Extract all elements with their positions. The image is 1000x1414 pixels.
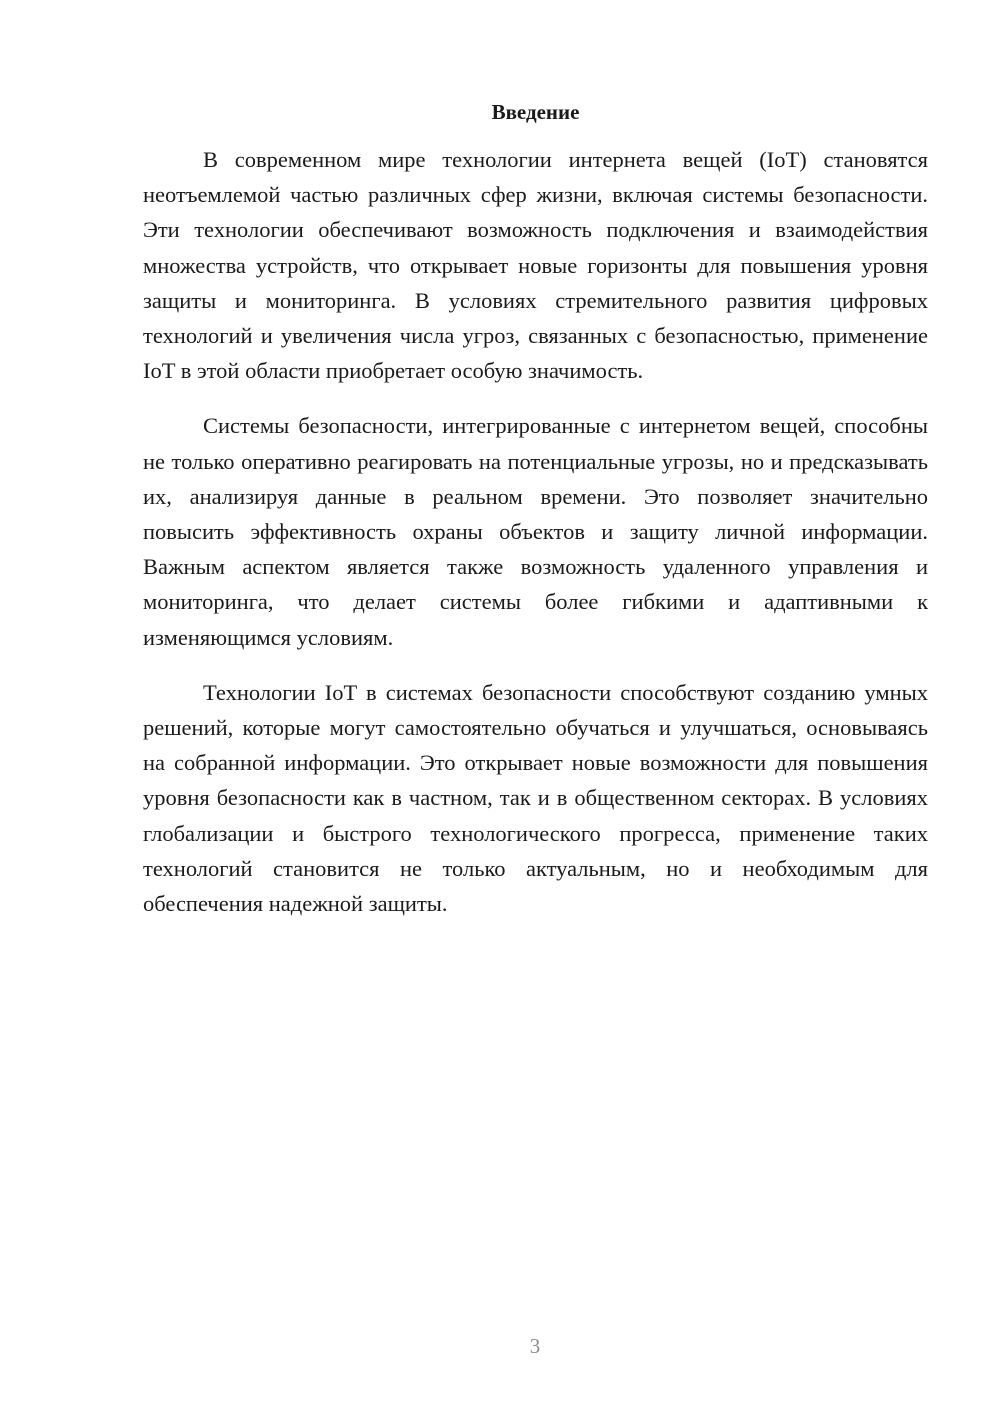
paragraph-1: В современном мире технологии интернета вещей (IoT) становятся неотъемлемой частью различных сфер жизни, включая системы безопасности. Эти технологии обеспечивают возможность подключения и взаимодействия множества устройств, что открывает новые горизонты для повышения уровня защиты и мониторинга. В условиях стремительного развития цифровых технологий и увеличения числа угроз, связанных с безопасностью, применение IoT в этой области приобретает особую значимость. (143, 147, 928, 384)
page-number: 3 (529, 1334, 541, 1358)
section-heading: Введение (491, 100, 580, 124)
paragraph-2: Системы безопасности, интегрированные с интернетом вещей, способны не только оперативно реагировать на потенциальные угрозы, но и предсказывать их, анализируя данные в реальном времени. Это позволяет значительно повысить эффективность охраны объектов и защиту личной информации. Важным аспектом является также возможность удаленного управления и мониторинга, что делает системы более гибкими и адаптивными к изменяющимся условиям. (143, 413, 928, 650)
document-body (143, 142, 928, 941)
paragraph-3: Технологии IoT в системах безопасности способствуют созданию умных решений, которые могут самостоятельно обучаться и улучшаться, основываясь на собранной информации. Это открывает новые возможности для повышения уровня безопасности как в частном, так и в общественном секторах. В условиях глобализации и быстрого технологического прогресса, применение таких технологий становится не только актуальным, но и необходимым для обеспечения надежной защиты. (143, 679, 928, 917)
